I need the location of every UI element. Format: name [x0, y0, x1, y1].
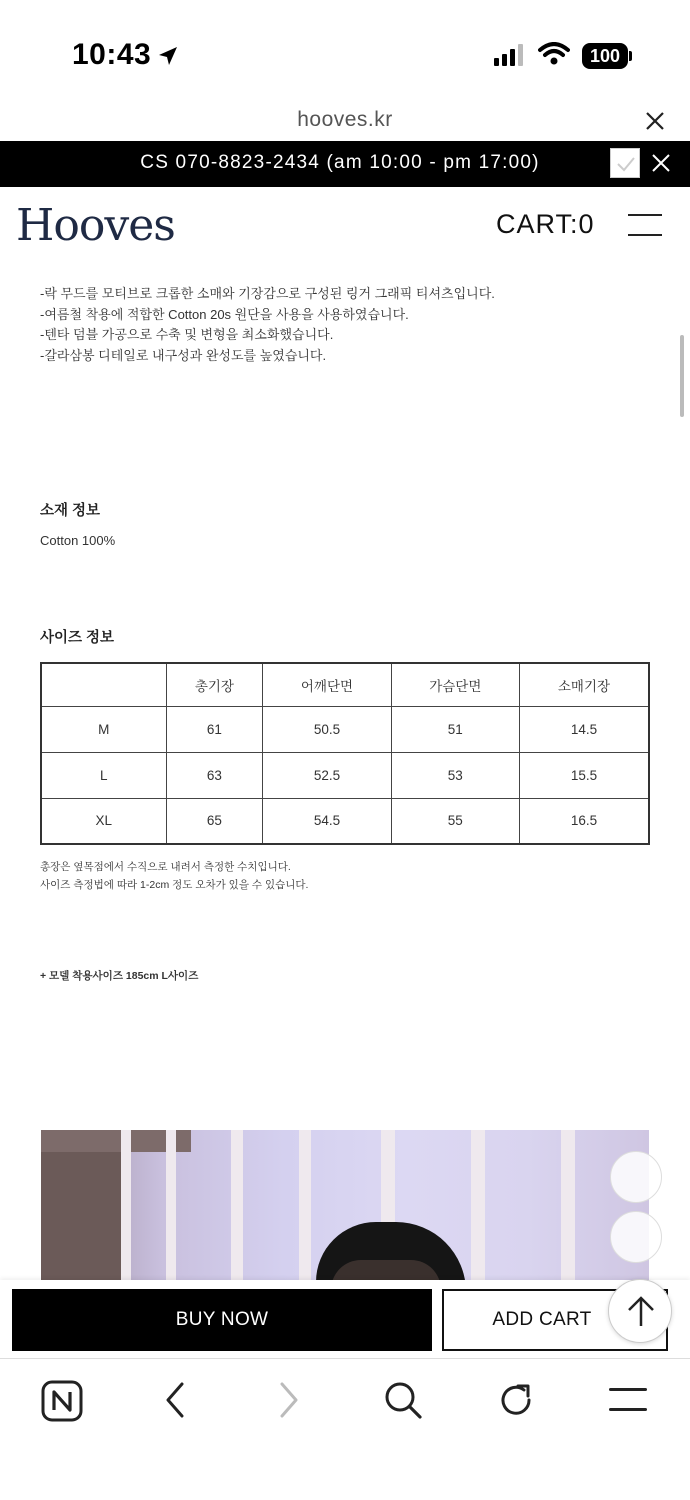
naver-icon[interactable] [41, 1380, 83, 1422]
battery-indicator: 100 [582, 43, 628, 69]
size-table [40, 662, 650, 845]
back-icon[interactable] [160, 1380, 190, 1420]
banner-checkbox[interactable] [610, 148, 640, 178]
description-line: -락 무드를 모티브로 크롭한 소매와 기장감으로 구성된 링거 그래픽 티셔츠입니다. [40, 286, 495, 301]
table-cell: M [41, 706, 166, 752]
product-description [40, 284, 495, 366]
table-header-cell: 소매기장 [519, 663, 649, 706]
table-cell: 14.5 [519, 706, 649, 752]
photo-railing-bar [299, 1130, 311, 1282]
description-line: -텐타 덤블 가공으로 수축 및 변형을 최소화했습니다. [40, 327, 334, 342]
table-cell: 63 [166, 752, 263, 798]
location-arrow-icon [156, 44, 180, 68]
site-logo[interactable]: Hooves [16, 200, 175, 251]
menu-icon[interactable] [608, 1386, 648, 1414]
scroll-indicator [680, 335, 684, 417]
wifi-icon [538, 42, 570, 66]
battery-tip [629, 51, 632, 61]
photo-railing-bar [166, 1130, 176, 1282]
table-cell: 16.5 [519, 798, 649, 844]
floating-button[interactable] [610, 1151, 662, 1203]
table-cell: L [41, 752, 166, 798]
table-cell: 65 [166, 798, 263, 844]
cs-banner-text: CS 070-8823-2434 (am 10:00 - pm 17:00) [140, 152, 540, 173]
table-row [41, 706, 649, 752]
signal-icon [494, 44, 526, 66]
scroll-top-button[interactable] [608, 1279, 672, 1343]
table-cell: 52.5 [263, 752, 391, 798]
status-bar [0, 0, 690, 100]
table-cell: 50.5 [263, 706, 391, 752]
add-cart-label: ADD CART [492, 1309, 592, 1330]
table-header-cell: 어깨단면 [263, 663, 391, 706]
photo-shadow-left [41, 1130, 121, 1282]
table-cell: 54.5 [263, 798, 391, 844]
table-cell: 53 [391, 752, 519, 798]
hamburger-menu-icon[interactable] [628, 213, 664, 239]
photo-model-face [331, 1260, 441, 1282]
table-header-cell: 총기장 [166, 663, 263, 706]
search-icon[interactable] [383, 1380, 423, 1420]
cs-banner [0, 141, 690, 187]
description-line: -여름철 착용에 적합한 Cotton 20s 원단을 사용을 사용하였습니다. [40, 306, 409, 322]
photo-railing-bar [121, 1130, 131, 1282]
table-cell: 51 [391, 706, 519, 752]
size-note-line: 총장은 옆목점에서 수직으로 내려서 측정한 수치입니다. [40, 861, 291, 873]
material-title: 소재 정보 [40, 503, 101, 519]
cart-link[interactable]: CART:0 [496, 209, 595, 239]
table-row [41, 752, 649, 798]
table-header-cell [41, 663, 166, 706]
size-info-title: 사이즈 정보 [40, 630, 115, 646]
product-photo [41, 1130, 649, 1282]
photo-railing-bar [561, 1130, 575, 1282]
close-icon[interactable] [644, 110, 666, 132]
size-note-line: 사이즈 측정법에 따라 1-2cm 정도 오차가 있을 수 있습니다. [40, 879, 309, 891]
browser-toolbar [0, 1358, 690, 1500]
forward-icon[interactable] [274, 1380, 304, 1420]
photo-railing-bar [471, 1130, 485, 1282]
table-cell: 55 [391, 798, 519, 844]
url-text[interactable]: hooves.kr [297, 108, 393, 131]
reload-icon[interactable] [496, 1380, 536, 1420]
arrow-up-icon [609, 1280, 673, 1344]
check-icon [611, 149, 641, 179]
floating-button[interactable] [610, 1211, 662, 1263]
table-row [41, 798, 649, 844]
banner-close-icon[interactable] [650, 152, 672, 174]
size-notes [40, 858, 308, 894]
table-cell: 15.5 [519, 752, 649, 798]
buy-now-button[interactable]: BUY NOW [12, 1289, 432, 1351]
url-bar[interactable] [0, 100, 690, 140]
status-time: 10:43 [72, 38, 152, 71]
table-header-cell: 가슴단면 [391, 663, 519, 706]
model-size-note: + 모델 착용사이즈 185cm L사이즈 [40, 970, 199, 982]
table-cell: XL [41, 798, 166, 844]
table-header-row [41, 663, 649, 706]
table-cell: 61 [166, 706, 263, 752]
material-value: Cotton 100% [40, 533, 116, 548]
description-line: -갈라삼봉 디테일로 내구성과 완성도를 높였습니다. [40, 347, 327, 363]
photo-railing-bar [231, 1130, 243, 1282]
